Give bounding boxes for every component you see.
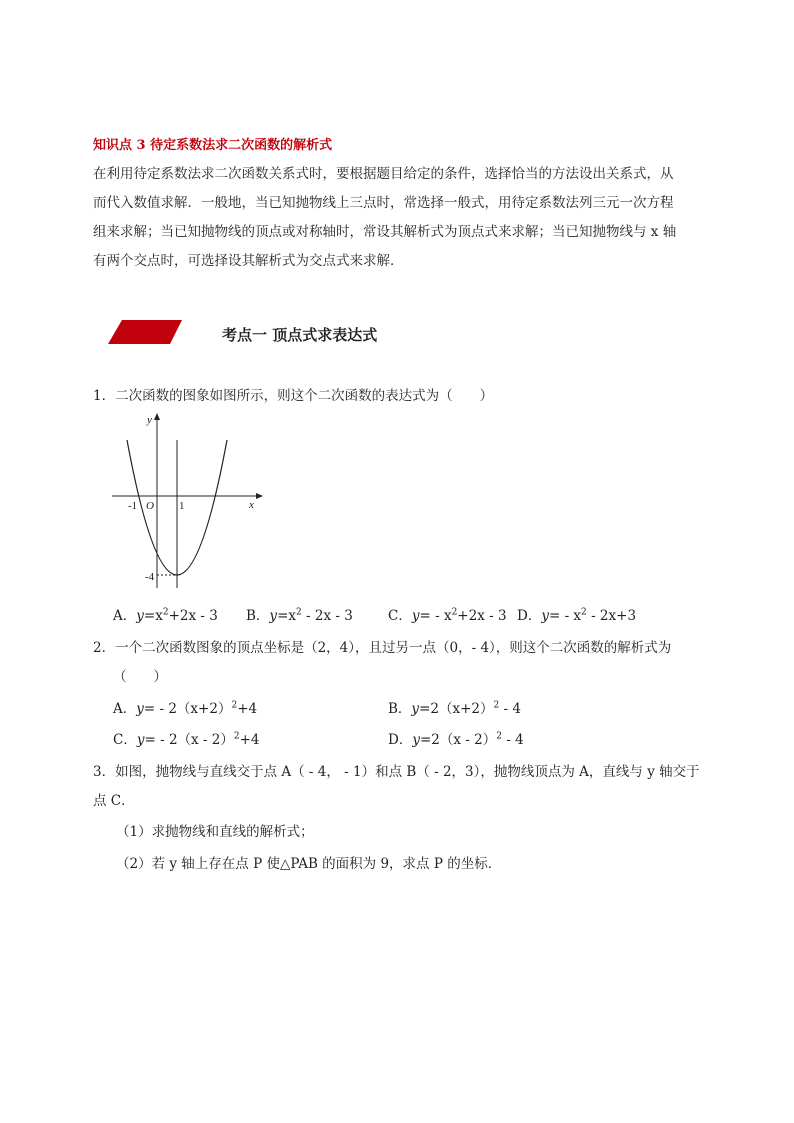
graph-tick-1: 1	[179, 500, 185, 512]
question-1-option-a[interactable]: A．$y=x^2+2x - 3$	[113, 607, 218, 624]
question-2-option-b[interactable]: B．$y=2(x+2)^2 - 4$	[388, 700, 521, 717]
question-3-subquestion-1: （1）求抛物线和直线的解析式；	[116, 824, 314, 840]
question-2-option-c[interactable]: C．y= - 2（x - 2）$^2$+4	[113, 731, 260, 748]
question-1-option-c[interactable]: C．$y= - x^2+2x - 3$	[388, 607, 507, 624]
question-3-subquestion-2: （2）若 y 轴上存在点 P 使△PAB 的面积为 9，求点 P 的坐标．	[116, 856, 502, 872]
knowledge-paragraph-line-1: 在利用待定系数法求二次函数关系式时，要根据题目给定的条件，选择恰当的方法设出关系式，从	[93, 166, 674, 182]
graph-x-label: x	[249, 499, 254, 511]
question-2-option-d[interactable]: D．y=2（x - 2）$^2$ - 4	[388, 731, 524, 748]
graph-y-label: y	[147, 414, 152, 426]
question-1-option-d[interactable]: D．$y= - x^2 - 2x+3$	[517, 607, 637, 624]
graph-tick-neg4: -4	[145, 571, 155, 583]
question-2-blank: （ ）	[113, 669, 167, 685]
knowledge-paragraph-line-4: 有两个交点时，可选择设其解析式为交点式来求解．	[93, 253, 404, 269]
knowledge-paragraph-line-2: 而代入数值求解．一般地，当已知抛物线上三点时，常选择一般式，用待定系数法列三元一次方程	[93, 195, 674, 211]
graph-origin-label: O	[146, 500, 154, 512]
question-1-graph	[110, 410, 265, 590]
knowledge-paragraph-line-3: 组来求解；当已知抛物线的顶点或对称轴时，常设其解析式为顶点式来求解；当已知抛物线与 x 轴	[93, 224, 677, 240]
question-2-option-a[interactable]: A．$y= - 2(x+2)^2+4$	[113, 700, 258, 717]
question-1-stem: 1．二次函数的图象如图所示，则这个二次函数的表达式为（ ）	[93, 388, 494, 404]
graph-tick-neg1: -1	[128, 500, 138, 512]
question-2-stem: 2．一个二次函数图象的顶点坐标是（2，4），且过另一点（0，- 4），则这个二次函数的解析式为	[93, 640, 672, 656]
section-title: 考点一 顶点式求表达式	[222, 326, 378, 344]
question-1-option-b[interactable]: B．$y=x^2 - 2x - 3$	[246, 607, 353, 624]
question-3-line-1: 3．如图，抛物线与直线交于点 A（ - 4， - 1）和点 B（ - 2，3），抛物线顶点为 A，直线与 y 轴交于	[93, 764, 700, 780]
section-banner-icon	[108, 320, 182, 344]
knowledge-point-title: 知识点 3 待定系数法求二次函数的解析式	[93, 138, 333, 153]
question-3-line-2: 点 C．	[93, 793, 135, 809]
